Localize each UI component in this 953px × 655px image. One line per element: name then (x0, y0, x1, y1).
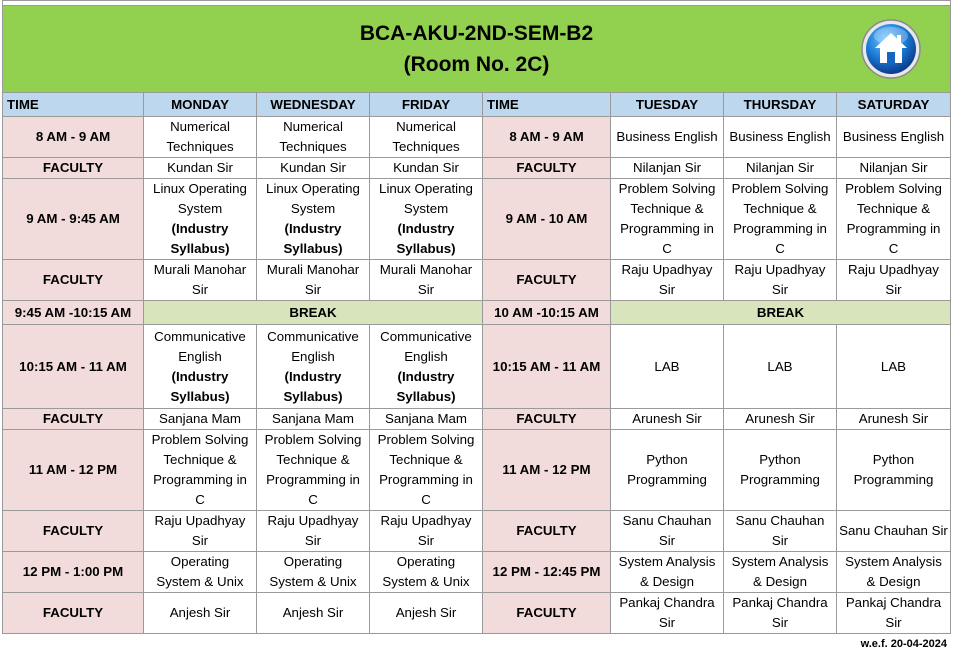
time-cell: 12 PM - 1:00 PM (3, 552, 144, 593)
faculty-cell: Anjesh Sir (144, 593, 257, 634)
header-tuesday: TUESDAY (611, 93, 724, 117)
subject-cell: LAB (837, 325, 951, 409)
subject-cell: Communicative English (Industry Syllabus) (257, 325, 370, 409)
faculty-cell: Kundan Sir (144, 158, 257, 179)
time-cell: 8 AM - 9 AM (483, 117, 611, 158)
subject-cell: LAB (611, 325, 724, 409)
time-cell: 9 AM - 9:45 AM (3, 179, 144, 260)
faculty-cell: Nilanjan Sir (611, 158, 724, 179)
faculty-cell: Sanjana Mam (257, 409, 370, 430)
faculty-cell: Raju Upadhyay Sir (144, 511, 257, 552)
faculty-label: FACULTY (3, 260, 144, 301)
subject-cell: Business English (611, 117, 724, 158)
break-time-cell: 9:45 AM -10:15 AM (3, 301, 144, 325)
faculty-cell: Sanu Chauhan Sir (837, 511, 951, 552)
faculty-label: FACULTY (3, 593, 144, 634)
subject-cell: Problem Solving Technique & Programming in C (257, 430, 370, 511)
subject-cell: Python Programming (611, 430, 724, 511)
subject-cell: Problem Solving Technique & Programming in C (724, 179, 837, 260)
faculty-cell: Murali Manohar Sir (370, 260, 483, 301)
subject-cell: Linux Operating System (Industry Syllabus) (257, 179, 370, 260)
subject-cell: Python Programming (724, 430, 837, 511)
time-cell: 9 AM - 10 AM (483, 179, 611, 260)
subject-cell: Problem Solving Technique & Programming in C (611, 179, 724, 260)
faculty-label: FACULTY (483, 593, 611, 634)
time-cell: 11 AM - 12 PM (3, 430, 144, 511)
header-time-left: TIME (3, 93, 144, 117)
subject-cell: Linux Operating System (Industry Syllabus) (144, 179, 257, 260)
faculty-cell: Kundan Sir (370, 158, 483, 179)
home-icon[interactable] (860, 18, 922, 80)
faculty-label: FACULTY (3, 511, 144, 552)
faculty-cell: Anjesh Sir (370, 593, 483, 634)
header-wednesday: WEDNESDAY (257, 93, 370, 117)
subject-cell: Numerical Techniques (257, 117, 370, 158)
faculty-cell: Nilanjan Sir (724, 158, 837, 179)
subject-cell: Numerical Techniques (370, 117, 483, 158)
faculty-cell: Murali Manohar Sir (144, 260, 257, 301)
faculty-cell: Sanjana Mam (370, 409, 483, 430)
faculty-cell: Arunesh Sir (837, 409, 951, 430)
faculty-cell: Nilanjan Sir (837, 158, 951, 179)
faculty-label: FACULTY (483, 158, 611, 179)
faculty-cell: Sanu Chauhan Sir (724, 511, 837, 552)
faculty-label: FACULTY (483, 260, 611, 301)
time-cell: 11 AM - 12 PM (483, 430, 611, 511)
faculty-cell: Raju Upadhyay Sir (257, 511, 370, 552)
timetable-sheet (2, 0, 950, 655)
faculty-cell: Murali Manohar Sir (257, 260, 370, 301)
room-label: (Room No. 2C) (403, 53, 550, 76)
header-time-right: TIME (483, 93, 611, 117)
subject-cell: Operating System & Unix (257, 552, 370, 593)
faculty-label: FACULTY (3, 158, 144, 179)
subject-cell: System Analysis & Design (724, 552, 837, 593)
break-cell: BREAK (144, 301, 483, 325)
subject-cell: Numerical Techniques (144, 117, 257, 158)
faculty-cell: Pankaj Chandra Sir (611, 593, 724, 634)
faculty-cell: Pankaj Chandra Sir (837, 593, 951, 634)
subject-cell: Operating System & Unix (144, 552, 257, 593)
faculty-cell: Kundan Sir (257, 158, 370, 179)
faculty-label: FACULTY (3, 409, 144, 430)
header-saturday: SATURDAY (837, 93, 951, 117)
break-time-cell: 10 AM -10:15 AM (483, 301, 611, 325)
faculty-cell: Anjesh Sir (257, 593, 370, 634)
subject-cell: Python Programming (837, 430, 951, 511)
faculty-cell: Arunesh Sir (724, 409, 837, 430)
subject-cell: Problem Solving Technique & Programming in C (144, 430, 257, 511)
subject-cell: Linux Operating System (Industry Syllabus) (370, 179, 483, 260)
subject-cell: Business English (837, 117, 951, 158)
time-cell: 10:15 AM - 11 AM (483, 325, 611, 409)
time-cell: 8 AM - 9 AM (3, 117, 144, 158)
subject-cell: Problem Solving Technique & Programming in C (837, 179, 951, 260)
faculty-cell: Raju Upadhyay Sir (370, 511, 483, 552)
header-friday: FRIDAY (370, 93, 483, 117)
time-cell: 12 PM - 12:45 PM (483, 552, 611, 593)
subject-cell: System Analysis & Design (837, 552, 951, 593)
faculty-cell: Arunesh Sir (611, 409, 724, 430)
break-cell: BREAK (611, 301, 951, 325)
header-thursday: THURSDAY (724, 93, 837, 117)
faculty-label: FACULTY (483, 511, 611, 552)
subject-cell: System Analysis & Design (611, 552, 724, 593)
faculty-cell: Pankaj Chandra Sir (724, 593, 837, 634)
sheet-title: BCA-AKU-2ND-SEM-B2 (359, 22, 594, 45)
subject-cell: LAB (724, 325, 837, 409)
faculty-cell: Raju Upadhyay Sir (837, 260, 951, 301)
subject-cell: Communicative English (Industry Syllabus) (370, 325, 483, 409)
timetable (2, 0, 951, 634)
subject-cell: Business English (724, 117, 837, 158)
time-cell: 10:15 AM - 11 AM (3, 325, 144, 409)
subject-cell: Communicative English (Industry Syllabus) (144, 325, 257, 409)
title-banner (3, 6, 951, 93)
faculty-cell: Sanu Chauhan Sir (611, 511, 724, 552)
faculty-cell: Raju Upadhyay Sir (611, 260, 724, 301)
effective-date: w.e.f. 20-04-2024 (860, 638, 947, 650)
header-monday: MONDAY (144, 93, 257, 117)
subject-cell: Operating System & Unix (370, 552, 483, 593)
faculty-cell: Sanjana Mam (144, 409, 257, 430)
faculty-cell: Raju Upadhyay Sir (724, 260, 837, 301)
faculty-label: FACULTY (483, 409, 611, 430)
subject-cell: Problem Solving Technique & Programming in C (370, 430, 483, 511)
